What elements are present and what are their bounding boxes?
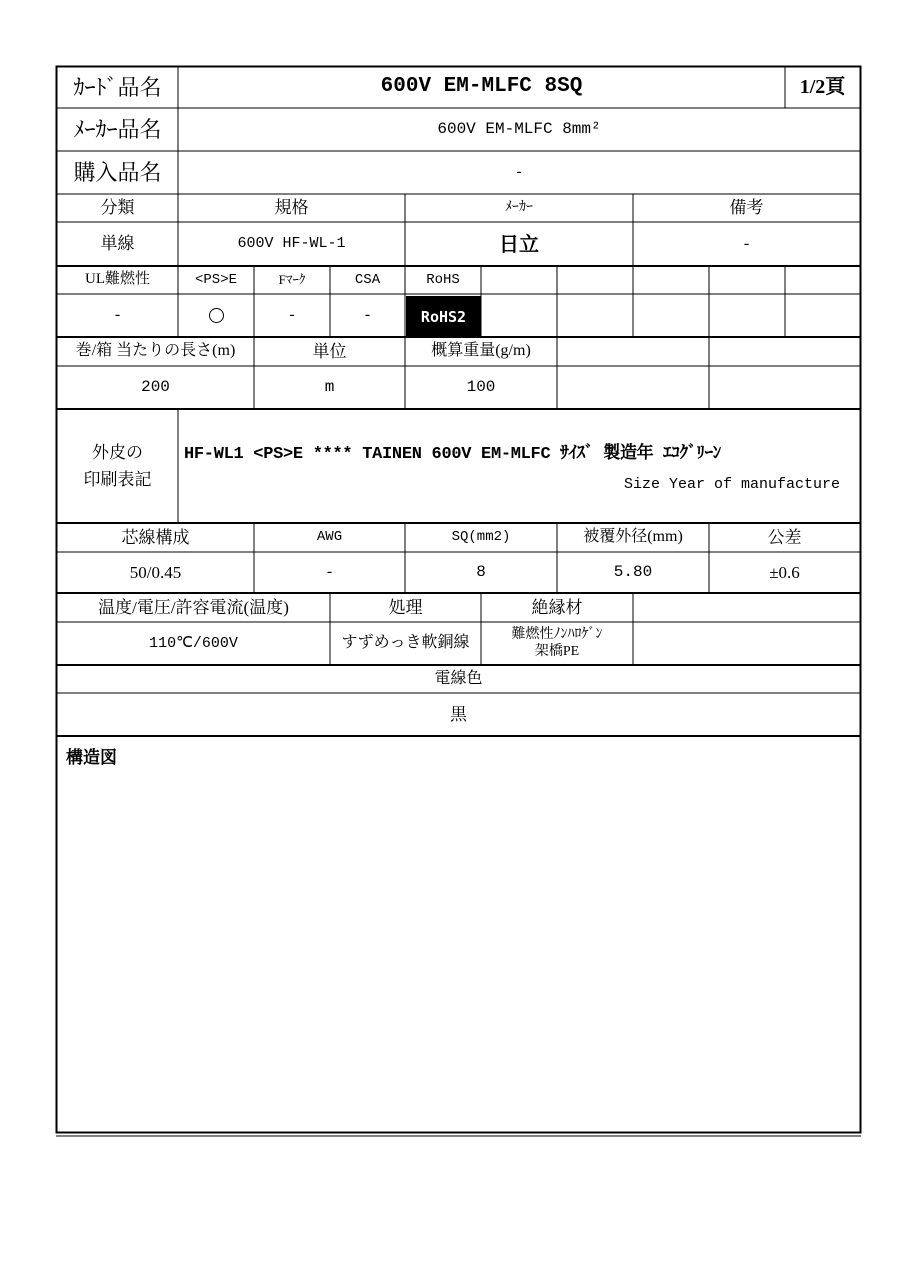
fmark-header: Fﾏｰｸ [278,271,306,287]
rohs-header: RoHS [426,271,460,288]
csa-value: - [364,306,371,324]
maker-name-label: ﾒｰｶｰ品名 [73,116,162,142]
standard-header: 規格 [274,198,309,218]
maker-header: ﾒｰｶｰ [505,199,533,215]
rohs2-badge: RoHS2 [406,296,481,337]
unit-value: m [324,378,335,397]
sq-value: 8 [476,563,486,582]
fmark-value: - [289,306,295,324]
wire-color-header: 電線色 [434,669,483,687]
weight-value: 100 [466,378,496,397]
print-text: HF-WL1 <PS>E **** TAINEN 600V EM-MLFC ｻｲｽﾞ 製造年 ｴｺｸﾞﾘｰﾝ [184,445,721,465]
pse-value [178,294,254,337]
maker-name-value: 600V EM-MLFC 8mm² [437,120,601,139]
category-header: 分類 [100,198,135,218]
insulation-value-line1: 難燃性ﾉﾝﾊﾛｹﾞﾝ [511,627,603,643]
category-value: 単線 [100,234,135,254]
pse-header: <PS>E [194,271,237,288]
treatment-value: すずめっき軟銅線 [341,634,470,652]
insulation-header: 絶縁材 [531,597,583,617]
length-header: 巻/箱 当たりの長さ(m) [75,342,236,360]
od-value: 5.80 [613,563,653,582]
weight-header: 概算重量(g/m) [431,342,531,360]
insulation-value-line2: 架橋PE [534,643,580,659]
csa-header: CSA [354,271,381,288]
circle-mark-icon [209,308,224,323]
tolerance-value: ±0.6 [769,562,800,582]
print-label-line2: 印刷表記 [83,470,152,489]
strand-value: 50/0.45 [129,562,182,582]
unit-header: 単位 [312,341,347,361]
ul-value: - [114,306,121,324]
print-label-line1: 外皮の [92,442,143,462]
print-label [57,409,178,523]
standard-value: 600V HF-WL-1 [237,235,346,253]
card-name-value: 600V EM-MLFC 8SQ [380,75,583,99]
treatment-header: 処理 [388,597,423,617]
awg-header: AWG [316,529,343,546]
print-subtext: Size Year of manufacture [623,476,840,494]
maker-value: 日立 [499,231,539,256]
awg-value: - [326,563,333,581]
od-header: 被覆外径(mm) [583,528,683,546]
length-value: 200 [141,378,170,397]
purchase-name-value: - [516,163,522,181]
structure-diagram-area [57,780,860,1130]
card-name-label: ｶｰﾄﾞ品名 [73,74,162,100]
purchase-name-label: 購入品名 [73,159,162,185]
structure-diagram-label: 構造図 [66,748,117,769]
insulation-value [481,622,633,665]
sq-header: SQ(mm2) [451,529,511,546]
ul-header: UL難燃性 [85,271,150,288]
page-number: 1/2頁 [799,76,846,98]
remarks-header: 備考 [729,198,764,218]
temp-value: 110℃/600V [149,634,238,652]
wire-color-value: 黒 [450,704,467,724]
temp-header: 温度/電圧/許容電流(温度) [98,597,289,617]
remarks-value: - [743,234,750,252]
tolerance-header: 公差 [767,527,802,547]
strand-header: 芯線構成 [121,527,190,547]
